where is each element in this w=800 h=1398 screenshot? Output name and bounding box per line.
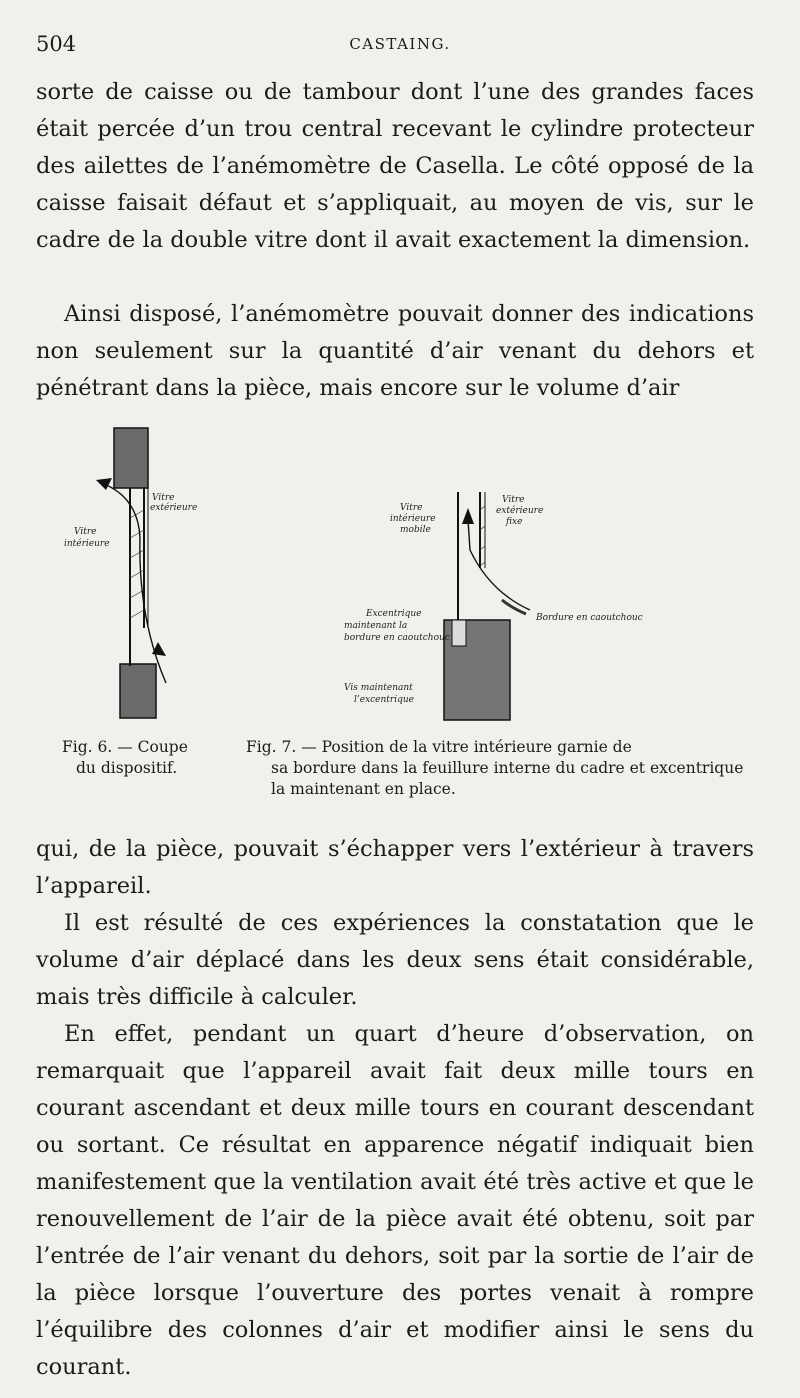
paragraph-3: qui, de la pièce, pouvait s’échapper vers l’extérieur à travers l’appareil. <box>36 836 754 899</box>
fig6-top-frame <box>114 428 148 488</box>
fig6-label-vitre-ext-1: Vitre <box>152 493 175 503</box>
fig7-label-bordure: Bordure en caoutchouc <box>536 613 643 623</box>
fig7-arrow-head <box>462 508 474 524</box>
fig6-label-vitre-int-2: intérieure <box>64 539 110 549</box>
page-header <box>36 32 764 62</box>
fig7-label-vitre-int-3: mobile <box>400 525 431 535</box>
fig7-label-vis-2: l’excentrique <box>354 695 414 705</box>
fig6-arrow-head-top <box>96 478 112 490</box>
fig7-label-vitre-int-1: Vitre <box>400 503 423 513</box>
fig7-label-excentrique-2: maintenant la <box>344 621 408 631</box>
paragraph-1: sorte de caisse ou de tambour dont l’une des grandes faces était percée d’un trou central recevant le cylindre protecteur des ailettes de l’anémomètre de Casella. Le côté opposé de la caisse faisait défaut et s’appliquait, au moyen de vis, sur le cadre de la double vitre dont il avait exactement la dimension. <box>36 79 754 253</box>
page-number: 504 <box>36 32 77 56</box>
fig7-label-excentrique-1: Excentrique <box>366 609 422 619</box>
fig7-label-vitre-ext-3: fixe <box>506 517 523 527</box>
figure-7-caption <box>246 737 762 800</box>
paragraph-4: Il est résulté de ces expériences la constatation que le volume d’air déplacé dans les deux sens était considérable, mais très difficile à calculer. <box>36 910 754 1010</box>
fig6-label-vitre-int-1: Vitre <box>74 527 97 537</box>
fig7-label-vitre-ext-1: Vitre <box>502 495 525 505</box>
fig6-hatching <box>130 510 144 618</box>
fig7-eccentric <box>452 620 466 646</box>
paragraph-2: Ainsi disposé, l’anémomètre pouvait donner des indications non seulement sur la quantité d’air venant du dehors et pénétrant dans la pièce, mais encore sur le volume d’air <box>36 301 754 401</box>
figure-6-diagram <box>60 418 220 728</box>
fig7-label-vitre-int-2: intérieure <box>390 514 436 524</box>
fig6-bottom-frame <box>120 664 156 718</box>
running-head: CASTAING. <box>349 35 451 53</box>
fig7-label-excentrique-3: bordure en caoutchouc <box>344 633 450 643</box>
figure-6-caption <box>62 737 242 779</box>
figure-7-caption-rest: sa bordure dans la feuillure interne du cadre et excentrique la maintenant en place. <box>271 759 744 798</box>
figure-7-caption-line1: Fig. 7. — Position de la vitre intérieure garnie de <box>246 738 632 756</box>
fig7-label-vitre-ext-2: extérieure <box>496 506 544 516</box>
fig6-label-vitre-ext-2: extérieure <box>150 503 198 513</box>
paragraph-5: En effet, pendant un quart d’heure d’observation, on remarquait que l’appareil avait fait deux mille tours en courant ascendant et deux mille tours en courant descendant ou sortant. Ce résultat en apparence négatif indiquait bien manifestement que la ventilation avait été très active et que le renouvellement de l’air de la pièce avait été obtenu, soit par l’entrée de l’air venant du dehors, soit par la sortie de l’air de la pièce lorsque l’ouverture des portes venait à rompre l’équilibre des colonnes d’air et modifier ainsi le sens du courant. <box>36 1021 754 1380</box>
fig7-label-vis-1: Vis maintenant <box>344 683 413 693</box>
figure-6-caption-line2: du dispositif. <box>76 759 178 777</box>
figure-6-caption-line1: Fig. 6. — Coupe <box>62 738 188 756</box>
figure-7-diagram <box>330 480 660 730</box>
fig7-airflow-path <box>468 520 530 610</box>
